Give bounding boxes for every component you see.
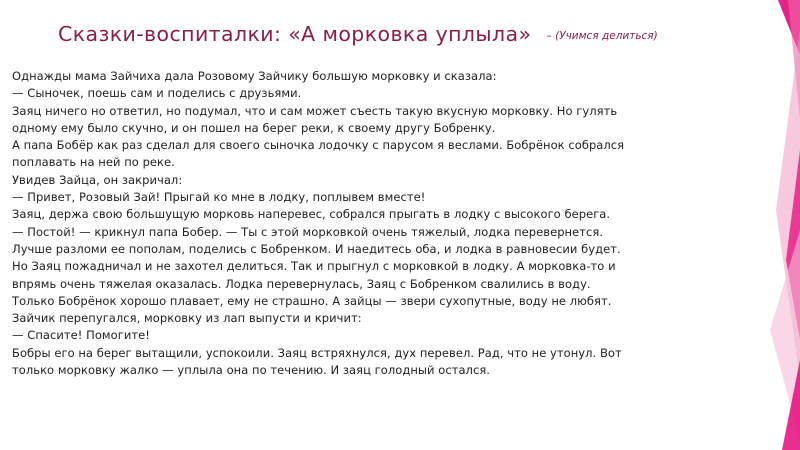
story-line: — Постой! — крикнул папа Бобер. — Ты с этой морковкой очень тяжелый, лодка перевернется. xyxy=(12,224,604,239)
story-line: поплавать на ней по реке. xyxy=(12,155,175,170)
story-line: только морковку жалко — уплыла она по течению. И заяц голодный остался. xyxy=(12,363,490,378)
story-line: Однажды мама Зайчиха дала Розовому Зайчику большую морковку и сказала: xyxy=(12,69,497,83)
story-line: Только Бобрёнок хорошо плавает, ему не страшно. А зайцы — звери сухопутные, воду не любят. xyxy=(12,293,612,308)
story-line: Увидев Зайца, он закричал: xyxy=(12,172,183,187)
slide-title xyxy=(58,22,658,46)
story-line: впрямь очень тяжелая оказалась. Лодка перевернулась, Заяц с Бобренком свалились в воду. xyxy=(12,276,591,291)
story-line: Зайчик перепугался, морковку из лап выпусти и кричит: xyxy=(12,311,362,326)
title-subtitle: – (Учимся делиться) xyxy=(546,30,658,42)
story-line: Лучше разломи ее пополам, поделись с Бобренком. И наедитесь оба, и лодка в равновесии будет. xyxy=(12,241,621,256)
title-main: Сказки-воспиталки: «А морковка уплыла» xyxy=(58,22,532,46)
story-line: Заяц, держа свою большущую морковь наперевес, собрался прыгать в лодку с высокого берега. xyxy=(12,207,611,222)
story-line: Но Заяц пожадничал и не захотел делиться. Так и прыгнул с морковкой в лодку. А морковка-то и xyxy=(12,259,616,274)
story-text xyxy=(12,68,752,379)
story-line: одному ему было скучно, и он пошел на берег реки, к своему другу Бобренку. xyxy=(12,120,496,135)
story-line: Бобры его на берег вытащили, успокоили. Заяц встряхнулся, дух перевел. Рад, что не утонул. Вот xyxy=(12,345,622,360)
story-line: Заяц ничего но ответил, но подумал, что и сам может съесть такую вкусную морковку. Но гулять xyxy=(12,103,618,118)
story-line: — Спасите! Помогите! xyxy=(12,328,150,343)
story-line: — Сыночек, поешь сам и поделись с друзьями. xyxy=(12,86,302,101)
story-line: — Привет, Розовый Зай! Прыгай ко мне в лодку, поплывем вместе! xyxy=(12,190,426,205)
story-line: А папа Бобёр как раз сделал для своего сыночка лодочку с парусом я веслами. Бобрёнок собрался xyxy=(12,138,625,153)
